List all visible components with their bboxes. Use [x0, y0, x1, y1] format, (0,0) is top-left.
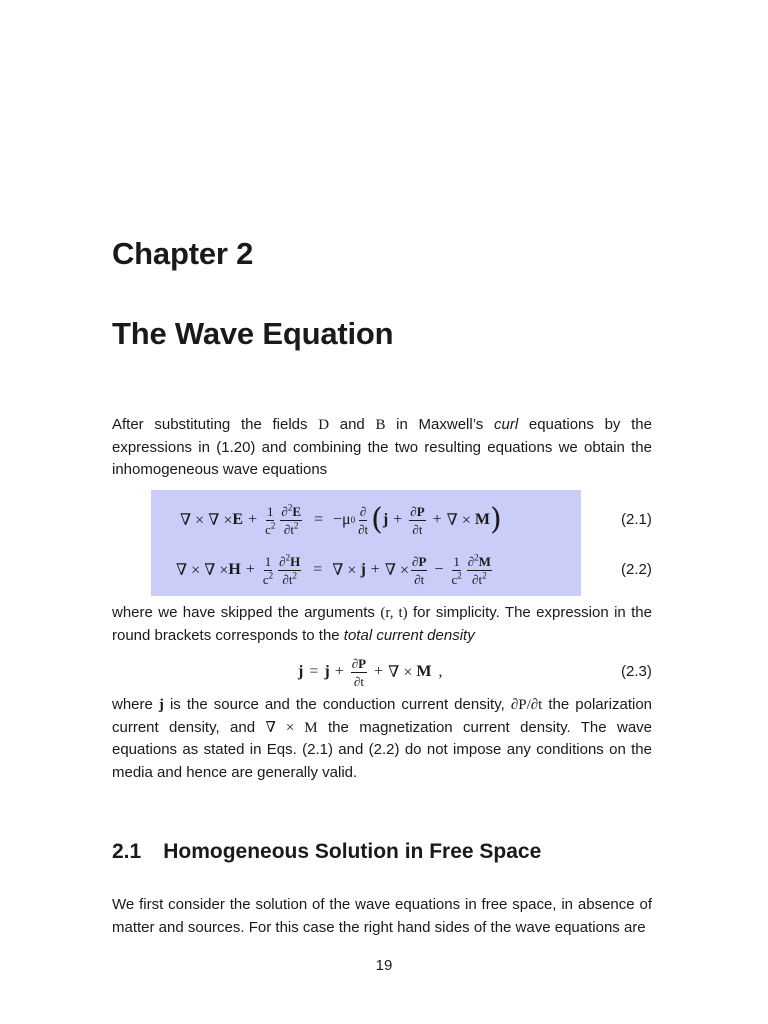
eq-term: E [232, 511, 244, 528]
eq-term [278, 554, 301, 571]
eq-term: ∂t [412, 521, 423, 537]
eq-op: + [432, 511, 442, 528]
eq-fraction [280, 504, 302, 537]
eq-term: ∇ × [446, 512, 471, 529]
eq-op: + [334, 663, 344, 680]
eq-term: ∂t [353, 673, 364, 689]
eq-term: H [228, 561, 241, 578]
eq-term [411, 554, 427, 571]
equation-number: (2.3) [621, 663, 652, 680]
section-number: 2.1 [112, 840, 142, 863]
eq-term: 2 [292, 570, 297, 581]
j-symbol: j [158, 697, 164, 713]
eq-fraction [278, 554, 301, 587]
eq-term [471, 571, 488, 587]
eq-term: ∂ [410, 503, 417, 519]
section-title: Homogeneous Solution in Free Space [163, 840, 542, 863]
intro-text: in Maxwell’s [385, 416, 494, 433]
eq-op: + [374, 663, 384, 680]
equation-2-1: ∇ × ∇ × E + $\frac{1}{c^2}$ $\frac{\partial^2E}{\partial t^2}$ = −μ 0 $\frac{\partial}{\partial t}$ ( j + $\frac{\partial P}{\partial t}$ + ∇ × M ) [180, 502, 502, 537]
eq-term: 2 [285, 552, 291, 563]
eq-term [281, 571, 298, 587]
equation-number: (2.2) [621, 561, 652, 578]
eq-term: 2 [474, 552, 479, 563]
eq-term: ∂ [279, 553, 286, 569]
eq-term: , [438, 663, 443, 680]
eq-term: M [478, 553, 491, 569]
eq-term: P [416, 503, 425, 519]
eq-term: ) [489, 502, 502, 537]
para-text: the polarization current density, and [112, 696, 652, 736]
eq-term: 2 [287, 502, 293, 513]
eq-term [409, 504, 425, 521]
eq-fraction [264, 504, 276, 537]
eq-term: 1 [264, 553, 272, 569]
eq-op: + [393, 511, 403, 528]
eq-fraction [262, 554, 274, 587]
eq-term: j [324, 663, 330, 680]
eq-term: c [265, 521, 271, 537]
eq-term: ∂ [351, 655, 359, 671]
eq-term: ∂ [359, 503, 367, 519]
eq-term [283, 521, 300, 537]
eq-term: j [382, 511, 389, 528]
eq-term: j [298, 663, 304, 680]
eq-term: P [418, 553, 427, 569]
free-space-paragraph: We first consider the solution of the wave equations in free space, in absence of matter and sources. For this case the right hand sides of the wave equations are [112, 896, 652, 936]
eq-term: ∇ × [384, 562, 410, 579]
eq-fraction [411, 554, 427, 587]
section-heading [112, 840, 541, 864]
eq-fraction [409, 504, 425, 537]
eq-op: = [313, 561, 323, 578]
arguments-paragraph [112, 602, 652, 647]
eq-fraction [450, 554, 462, 587]
eq-term: ∇ × ∇ × [176, 562, 229, 579]
eq-term: ∇ × [332, 562, 357, 579]
eq-term [262, 571, 274, 587]
eq-term: c [262, 571, 269, 587]
equation-number: (2.1) [621, 511, 652, 528]
intro-text: equations by the expressions in (1.20) and combining the two resulting equations we obtain the inhomogeneous wave equations [112, 416, 652, 478]
eq-fraction [357, 504, 369, 537]
eq-term: ∂t [472, 571, 483, 587]
para-text: for simplicity. The expression in the round brackets corresponds to the [112, 604, 652, 644]
eq-term: P [358, 655, 367, 671]
intro-text: After substituting the fields [112, 416, 319, 433]
intro-paragraph [112, 414, 652, 482]
eq-term: ∂ [281, 503, 288, 519]
curl-m-symbol: ∇ × M [265, 719, 318, 736]
eq-term: M [474, 511, 490, 528]
eq-term: j [360, 561, 366, 578]
field-b-symbol: B [375, 417, 386, 433]
eq-term: H [290, 553, 301, 569]
eq-term: 2 [270, 520, 276, 531]
current-density-paragraph [112, 694, 652, 784]
eq-term: c [451, 571, 458, 587]
para-text: the magnetization current density. The wave equations as stated in Eqs. (2.1) and (2.2) do not impose any conditions on the media and hence are generally valid. [112, 718, 653, 781]
eq-op: + [370, 561, 380, 578]
intro-text: and [329, 416, 376, 433]
eq-term: 2 [482, 570, 487, 581]
eq-term: ∂ [467, 553, 475, 569]
eq-term: 2 [457, 570, 462, 581]
equation-2-3 [298, 652, 442, 692]
eq-term: −μ [333, 511, 351, 528]
chapter-title: The Wave Equation [112, 316, 394, 351]
eq-fraction [467, 554, 492, 587]
eq-op: − [434, 561, 444, 578]
eq-op: = [313, 511, 324, 528]
eq-term: ( [371, 502, 383, 537]
eq-term: ∇ × [388, 664, 413, 681]
field-d-symbol: D [318, 417, 330, 433]
args-symbol: (r, t) [380, 605, 408, 621]
eq-term: ∇ × ∇ × [180, 512, 233, 529]
eq-term: 2 [268, 570, 274, 581]
eq-term [264, 521, 276, 537]
eq-term: ∂t [282, 571, 293, 587]
page-number: 19 [375, 957, 393, 974]
eq-term [450, 571, 462, 587]
eq-term: 1 [266, 503, 274, 519]
eq-term: E [292, 503, 301, 519]
equation-2-2 [176, 550, 494, 590]
eq-term: ∂t [414, 571, 425, 587]
eq-term: ∂t [283, 521, 294, 537]
eq-fraction [351, 656, 367, 689]
eq-term: 2 [293, 520, 299, 531]
eq-term: ∂ [412, 553, 419, 569]
eq-term [467, 554, 492, 571]
eq-term: 1 [453, 553, 460, 569]
chapter-label: Chapter 2 [112, 236, 254, 271]
eq-op: + [245, 561, 255, 578]
eq-term [351, 656, 367, 673]
para-text: where [112, 696, 159, 713]
eq-term [280, 504, 302, 521]
para-text: where we have skipped the arguments [112, 604, 381, 621]
curl-emphasis: curl [493, 416, 519, 433]
total-current-density-term: total current density [343, 626, 475, 644]
para-text: is the source and the conduction current density, [163, 696, 511, 713]
eq-op: + [248, 511, 258, 528]
eq-op: = [309, 663, 319, 680]
eq-term: M [416, 663, 432, 680]
eq-term: ∂t [358, 521, 369, 537]
dpdt-symbol: ∂P/∂t [510, 697, 543, 713]
